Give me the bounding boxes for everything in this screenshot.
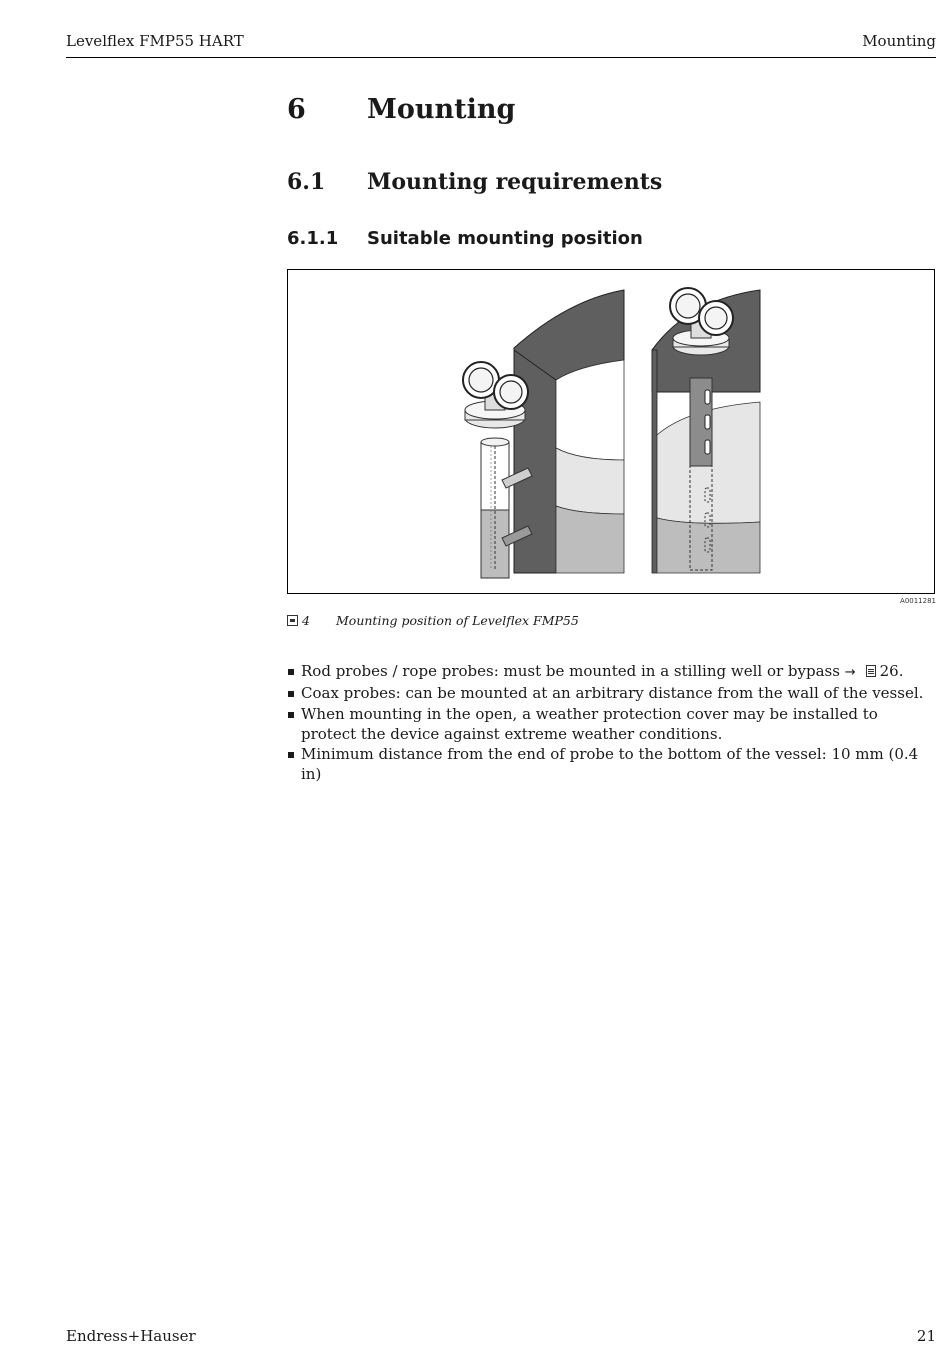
page-reference-icon (866, 665, 876, 677)
list-item (287, 744, 937, 785)
heading-chapter-number: 6 (287, 94, 306, 125)
figure-image-id: A0011281 (900, 597, 936, 605)
list-item-text: Coax probes: can be mounted at an arbitrary distance from the wall of the vessel. (301, 684, 924, 703)
figure-caption-text: Mounting position of Levelflex FMP55 (336, 613, 579, 628)
mounting-position-figure (287, 269, 935, 594)
list-item-text: Rod probes / rope probes: must be mounted in a stilling well or bypass (301, 662, 840, 680)
heading-chapter (287, 94, 515, 125)
arrow-right-icon: → (844, 665, 856, 680)
heading-section-title: Mounting requirements (367, 169, 663, 195)
heading-section (287, 169, 662, 195)
page-reference-link[interactable]: 26. (879, 662, 904, 680)
figure-icon (287, 615, 298, 626)
list-item-text: When mounting in the open, a weather protection cover may be installed to protect the device against extreme weather conditions. (301, 704, 878, 743)
heading-chapter-title: Mounting (367, 94, 516, 125)
header-section-name: Mounting (862, 32, 936, 50)
mounting-requirements-list (287, 661, 937, 785)
figure-caption (287, 613, 579, 628)
heading-subsection-title: Suitable mounting position (367, 228, 643, 249)
list-item (287, 683, 937, 703)
list-item-text: Minimum distance from the end of probe to the bottom of the vessel: 10 mm (0.4 in) (301, 745, 919, 784)
heading-subsection-number: 6.1.1 (287, 228, 339, 249)
header-divider (66, 57, 936, 58)
header-product-name: Levelflex FMP55 HART (66, 32, 244, 50)
tank-with-coax-probe (652, 288, 760, 573)
heading-section-number: 6.1 (287, 169, 326, 195)
figure-caption-number: 4 (302, 613, 310, 628)
mounting-illustration (288, 270, 934, 593)
heading-subsection (287, 228, 643, 249)
footer-company: Endress+Hauser (66, 1327, 196, 1345)
list-item (287, 661, 937, 683)
tank-with-stilling-well (463, 290, 624, 578)
page-number: 21 (916, 1327, 936, 1345)
list-item (287, 704, 937, 745)
